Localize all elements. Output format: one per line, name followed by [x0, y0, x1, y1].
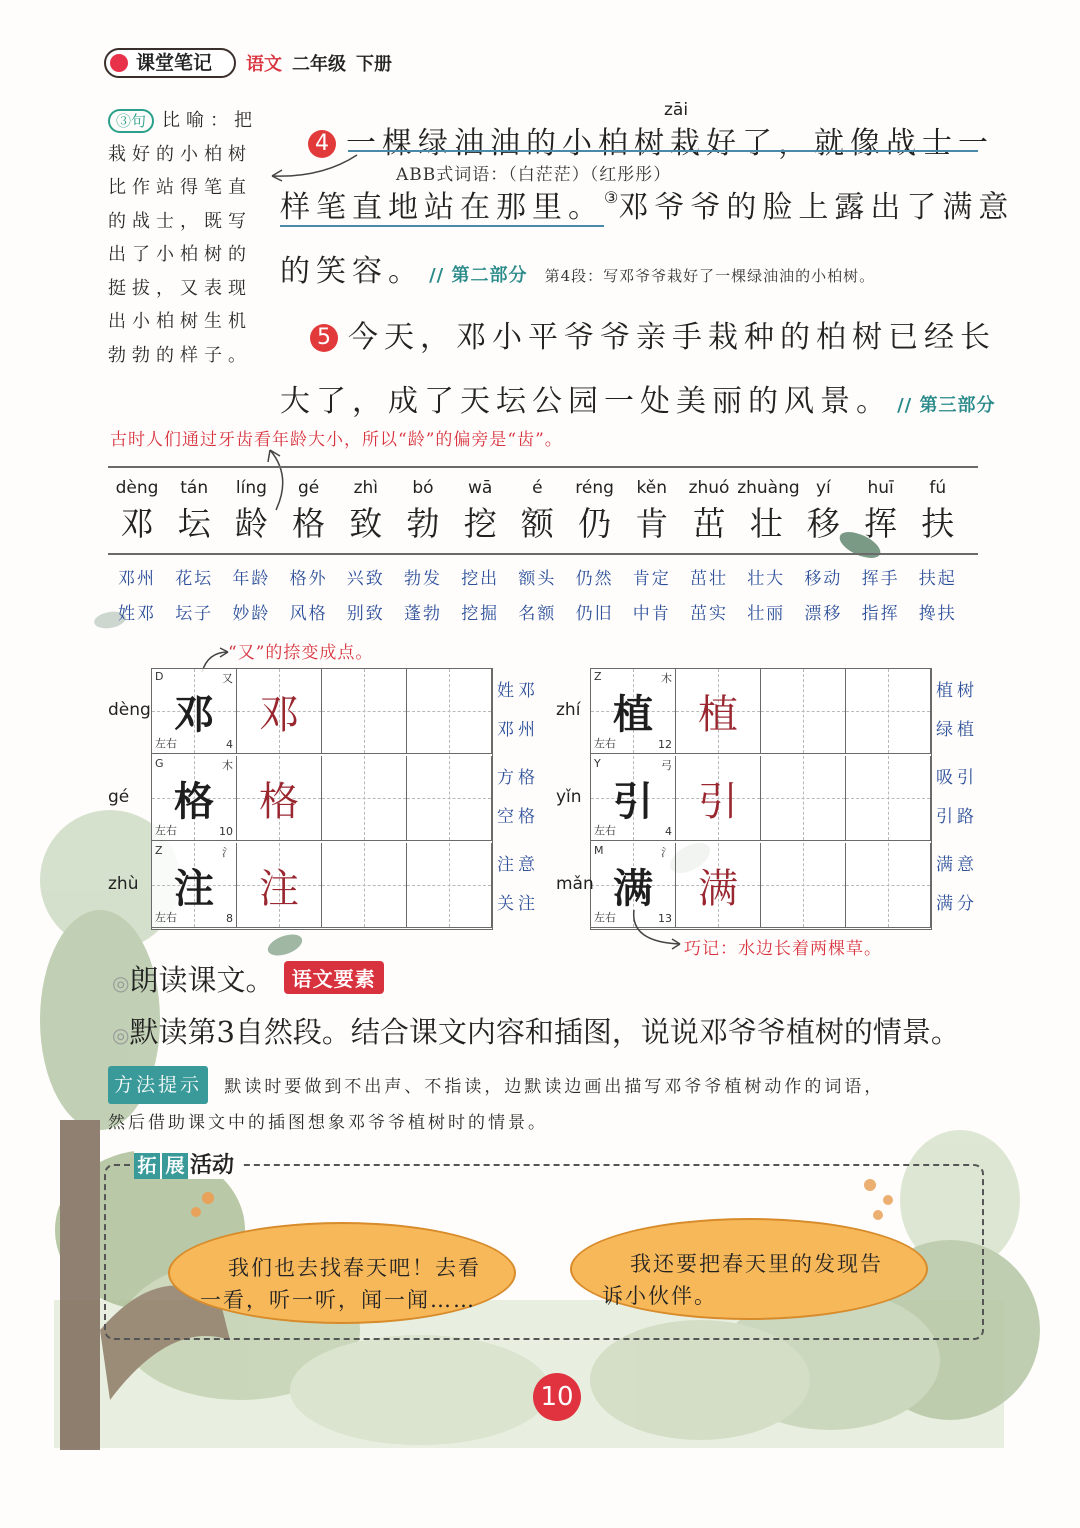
model-char: 满 — [613, 865, 653, 912]
grid-cell-blank — [761, 669, 846, 754]
model-char: 植 — [613, 691, 653, 738]
method-tip — [108, 1066, 884, 1141]
grid-pinyin: yǐn — [556, 787, 582, 807]
char-hanzi: 致 — [349, 504, 383, 543]
grid-cell-model — [591, 756, 676, 841]
index-letter: Z — [594, 670, 602, 683]
char-hanzi: 格 — [292, 504, 326, 543]
char-pinyin: líng — [235, 478, 267, 498]
pinyin-zai: zāi — [664, 100, 689, 120]
char-hanzi: 坛 — [177, 504, 211, 543]
new-char — [680, 478, 738, 544]
radical-label: 弓 — [661, 759, 672, 772]
grid-pinyin: zhí — [556, 700, 581, 720]
para4-line2b: 邓爷爷的脸上露出了满意 — [618, 190, 1015, 225]
char-pinyin: dèng — [115, 478, 159, 498]
grid-guide — [449, 756, 450, 840]
structure-label: 左右 — [594, 824, 616, 837]
new-char — [280, 478, 338, 544]
method-line1: 默读时要做到不出声、不指读，边默读边画出描写邓爷爷植树动作的词语， — [224, 1077, 885, 1097]
word-item: 扶起 — [918, 569, 957, 589]
para4-line2 — [280, 182, 1014, 226]
char-pinyin: réng — [575, 478, 614, 498]
para5-line1 — [310, 312, 996, 356]
grid-word: 满意 — [936, 855, 978, 875]
word-group — [278, 562, 340, 632]
model-char: 注 — [174, 865, 214, 912]
task2 — [112, 1010, 960, 1051]
word-item: 挥手 — [861, 569, 900, 589]
stroke-count: 4 — [665, 825, 672, 838]
index-letter: D — [155, 670, 164, 683]
stroke-count: 12 — [658, 738, 672, 751]
word-group — [506, 562, 568, 632]
grid-word: 注意 — [497, 855, 539, 875]
bush — [290, 1335, 550, 1445]
grid-word: 空格 — [497, 807, 539, 827]
grade-label: 二年级 — [292, 54, 346, 75]
structure-label: 左右 — [594, 737, 616, 750]
structure-label: 左右 — [155, 737, 177, 750]
grid-cell-trace — [676, 843, 761, 928]
grid-cell-trace — [237, 843, 322, 928]
structure-label: 左右 — [155, 824, 177, 837]
deng-note: “又”的捺变成点。 — [228, 643, 374, 663]
grid-cell-trace — [676, 756, 761, 841]
extension-title-rest: 活动 — [190, 1153, 235, 1178]
new-char — [394, 478, 452, 544]
stroke-count: 4 — [226, 738, 233, 751]
trace-char: 引 — [698, 779, 738, 825]
para4-number: 4 — [308, 130, 336, 158]
method-line2: 然后借助课文中的插图想象邓爷爷植树时的情景。 — [108, 1113, 548, 1133]
leaf-icon — [265, 930, 305, 959]
radical-label: 木 — [222, 759, 233, 772]
trace-char: 满 — [698, 866, 738, 912]
grid-cell-blank — [846, 843, 931, 928]
grid-cell-blank — [846, 756, 931, 841]
new-char — [909, 478, 967, 544]
grid-cell-trace — [676, 669, 761, 754]
grid-guide — [364, 756, 365, 840]
char-hanzi: 挥 — [864, 504, 898, 543]
word-item: 仍然 — [575, 569, 614, 589]
word-item: 挖掘 — [461, 604, 500, 624]
char-hanzi: 移 — [806, 504, 840, 543]
grid-word: 方格 — [497, 768, 539, 788]
trace-char: 邓 — [259, 692, 299, 738]
word-item: 壮丽 — [747, 604, 786, 624]
trace-char: 格 — [259, 779, 299, 825]
grid-cell-model — [152, 843, 237, 928]
new-char — [623, 478, 681, 544]
grid-pinyin: zhù — [108, 874, 139, 894]
volume-label: 下册 — [356, 54, 392, 75]
new-char — [108, 478, 166, 544]
grid-cell-blank — [761, 843, 846, 928]
word-group — [564, 562, 626, 632]
char-pinyin: gé — [297, 478, 320, 498]
word-item: 漂移 — [804, 604, 843, 624]
grid-cell-model — [152, 669, 237, 754]
grid-cell-blank — [407, 843, 492, 928]
new-char — [794, 478, 852, 544]
word-item: 搀扶 — [918, 604, 957, 624]
new-char — [508, 478, 566, 544]
grid-cell-blank — [322, 756, 407, 841]
word-item: 肯定 — [632, 569, 671, 589]
word-item: 兴致 — [346, 569, 385, 589]
grid-word: 关注 — [497, 894, 539, 914]
grid-cell-blank — [322, 843, 407, 928]
word-item: 坛子 — [175, 604, 214, 624]
writing-grid-right — [590, 668, 932, 930]
grid-guide — [888, 843, 889, 927]
grid-guide — [888, 756, 889, 840]
index-letter: G — [155, 757, 164, 770]
grid-cell-trace — [237, 756, 322, 841]
grid-word: 姓邓 — [497, 681, 539, 701]
char-pinyin: tán — [180, 478, 209, 498]
char-hanzi: 肯 — [635, 504, 669, 543]
structure-label: 左右 — [594, 911, 616, 924]
grid-cell-trace — [237, 669, 322, 754]
grid-guide — [803, 756, 804, 840]
para4-line3 — [280, 246, 875, 290]
char-pinyin: zhì — [353, 478, 378, 498]
char-hanzi: 额 — [520, 504, 554, 543]
stroke-count: 8 — [226, 912, 233, 925]
underline — [348, 150, 978, 152]
word-group — [907, 562, 969, 632]
para4-line3-text: 的笑容。 — [280, 254, 424, 289]
char-hanzi: 扶 — [921, 504, 955, 543]
model-char: 引 — [613, 778, 653, 825]
char-pinyin: fú — [929, 478, 947, 498]
radical-label: 木 — [661, 672, 672, 685]
word-item: 挖出 — [461, 569, 500, 589]
subject-label: 语文 — [246, 54, 282, 75]
word-item: 花坛 — [175, 569, 214, 589]
grid-word: 邓州 — [497, 720, 539, 740]
word-item: 妙龄 — [232, 604, 271, 624]
extension-title-char1: 拓 — [134, 1153, 160, 1179]
new-char — [165, 478, 223, 544]
para4-summary: 第4段：写邓爷爷栽好了一棵绿油油的小柏树。 — [544, 267, 876, 285]
word-item: 格外 — [289, 569, 328, 589]
grid-cell-blank — [407, 756, 492, 841]
grid-guide — [803, 669, 804, 753]
grid-guide — [449, 669, 450, 753]
word-group — [106, 562, 168, 632]
bubble-right-line1: 我还要把春天里的发现告 — [630, 1252, 883, 1276]
sentence-tag: ③句 — [108, 109, 154, 133]
grid-pinyin: dèng — [108, 700, 151, 720]
para4-line2a: 样笔直地站在那里。 — [280, 190, 604, 225]
word-item: 指挥 — [861, 604, 900, 624]
word-item: 年龄 — [232, 569, 271, 589]
grid-cell-blank — [846, 669, 931, 754]
speech-bubble-right — [570, 1218, 928, 1320]
word-item: 壮大 — [747, 569, 786, 589]
writing-grid-left — [151, 668, 493, 930]
new-char — [566, 478, 624, 544]
new-char — [337, 478, 395, 544]
word-item: 风格 — [289, 604, 328, 624]
grid-cell-model — [152, 756, 237, 841]
word-item: 额头 — [518, 569, 557, 589]
arrow-icon — [624, 908, 686, 950]
word-group — [392, 562, 454, 632]
notes-badge-label: 课堂笔记 — [136, 52, 213, 74]
bubble-left-line1: 我们也去找春天吧！去看 — [228, 1256, 481, 1280]
para5-number: 5 — [310, 324, 338, 352]
extension-title — [134, 1148, 240, 1179]
char-hanzi: 挖 — [463, 504, 497, 543]
grid-guide — [364, 669, 365, 753]
char-pinyin: wā — [468, 478, 493, 498]
grid-cell-blank — [407, 669, 492, 754]
char-pinyin: bó — [412, 478, 434, 498]
radical-label: 氵 — [661, 846, 672, 859]
structure-label: 左右 — [155, 911, 177, 924]
word-item: 勃发 — [404, 569, 442, 589]
grid-cell-blank — [761, 756, 846, 841]
word-item: 别致 — [346, 604, 385, 624]
language-element-tag: 语文要素 — [284, 961, 384, 994]
new-char — [222, 478, 280, 544]
char-hanzi: 壮 — [749, 504, 783, 543]
grid-cell-blank — [322, 669, 407, 754]
para5-line1-text: 今天，邓小平爷爷亲手栽种的柏树已经长 — [348, 320, 996, 355]
char-hanzi: 茁 — [692, 504, 726, 543]
grid-word: 满分 — [936, 894, 978, 914]
man-note: 巧记：水边长着两棵草。 — [684, 939, 882, 959]
abb-note: ABB式词语：（白茫茫）（红彤彤） — [396, 165, 672, 185]
speech-bubble-left — [168, 1222, 516, 1324]
char-pinyin: zhuó — [688, 478, 730, 498]
method-tag: 方法提示 — [108, 1066, 208, 1104]
grid-word: 吸引 — [936, 768, 978, 788]
word-item: 茁实 — [690, 604, 728, 624]
word-group — [220, 562, 282, 632]
page-number: 10 — [533, 1373, 581, 1421]
word-item: 名额 — [518, 604, 557, 624]
radical-label: 氵 — [222, 846, 233, 859]
word-item: 仍旧 — [575, 604, 614, 624]
word-item: 移动 — [804, 569, 843, 589]
section3-note: // 第三部分 — [897, 395, 996, 416]
grid-word: 引路 — [936, 807, 978, 827]
grid-cell-model — [591, 669, 676, 754]
char-pinyin: huī — [867, 478, 894, 498]
word-item: 蓬勃 — [404, 604, 442, 624]
grid-guide — [364, 843, 365, 927]
radical-label: 又 — [222, 672, 233, 685]
word-item: 姓邓 — [118, 604, 156, 624]
task1-text: 朗读课文。 — [129, 963, 275, 997]
char-hanzi: 邓 — [120, 504, 154, 543]
word-item: 邓州 — [118, 569, 156, 589]
grid-pinyin: mǎn — [556, 874, 594, 894]
index-letter: M — [594, 844, 604, 857]
divider-bottom — [108, 553, 978, 555]
task2-text: 默读第3自然段。结合课文内容和插图，说说邓爷爷植树的情景。 — [129, 1015, 960, 1049]
model-char: 格 — [174, 778, 214, 825]
grid-guide — [803, 843, 804, 927]
word-group — [850, 562, 912, 632]
para4-line1 — [308, 118, 994, 162]
word-group — [335, 562, 397, 632]
new-char — [737, 478, 800, 544]
extension-title-char2: 展 — [162, 1153, 188, 1179]
bubble-right-line2: 诉小伙伴。 — [602, 1284, 717, 1308]
word-group — [792, 562, 854, 632]
word-group — [163, 562, 225, 632]
side-annotation-text: 比喻：把栽好的小柏树比作站得笔直的战士，既写出了小柏树的挺拔，又表现出小柏树生机勃勃的样子。 — [108, 110, 258, 366]
trace-char: 植 — [698, 692, 738, 738]
index-letter: Y — [594, 757, 601, 770]
grid-word: 绿植 — [936, 720, 978, 740]
index-letter: Z — [155, 844, 163, 857]
char-hanzi: 龄 — [234, 504, 268, 543]
new-char — [852, 478, 910, 544]
new-char — [451, 478, 509, 544]
char-pinyin: zhuàng — [737, 478, 800, 498]
grid-guide — [888, 669, 889, 753]
circle-icon: ◎ — [112, 971, 130, 995]
word-group — [735, 562, 797, 632]
stroke-count: 10 — [219, 825, 233, 838]
header-subtitle — [246, 50, 392, 76]
circle-icon: ◎ — [112, 1023, 130, 1047]
divider-top — [108, 466, 978, 468]
grid-pinyin: gé — [108, 787, 130, 807]
para4-marker: ③ — [604, 188, 619, 207]
word-item: 中肯 — [632, 604, 671, 624]
para4-line1-text: 一棵绿油油的小柏树栽好了，就像战士一 — [346, 126, 994, 161]
stroke-count: 13 — [658, 912, 672, 925]
para5-line2-text: 大了，成了天坛公园一处美丽的风景。 — [280, 384, 892, 419]
word-item: 茁壮 — [690, 569, 728, 589]
char-hanzi: 勃 — [406, 504, 440, 543]
model-char: 邓 — [174, 691, 214, 738]
side-annotation — [108, 104, 268, 372]
char-hanzi: 仍 — [578, 504, 612, 543]
word-group — [621, 562, 683, 632]
word-group — [449, 562, 511, 632]
ling-note: 古时人们通过牙齿看年龄大小，所以“龄”的偏旁是“齿”。 — [110, 430, 563, 450]
section2-note: // 第二部分 — [429, 265, 528, 286]
smile-icon — [110, 54, 128, 72]
grid-word: 植树 — [936, 681, 978, 701]
char-pinyin: é — [532, 478, 543, 498]
grid-guide — [449, 843, 450, 927]
para5-line2 — [280, 376, 996, 420]
bubble-left-line2: 一看，听一听，闻一闻…… — [200, 1288, 476, 1312]
char-pinyin: yí — [815, 478, 831, 498]
trace-char: 注 — [259, 866, 299, 912]
char-pinyin: kěn — [636, 478, 668, 498]
word-group — [678, 562, 740, 632]
task1 — [112, 958, 384, 999]
